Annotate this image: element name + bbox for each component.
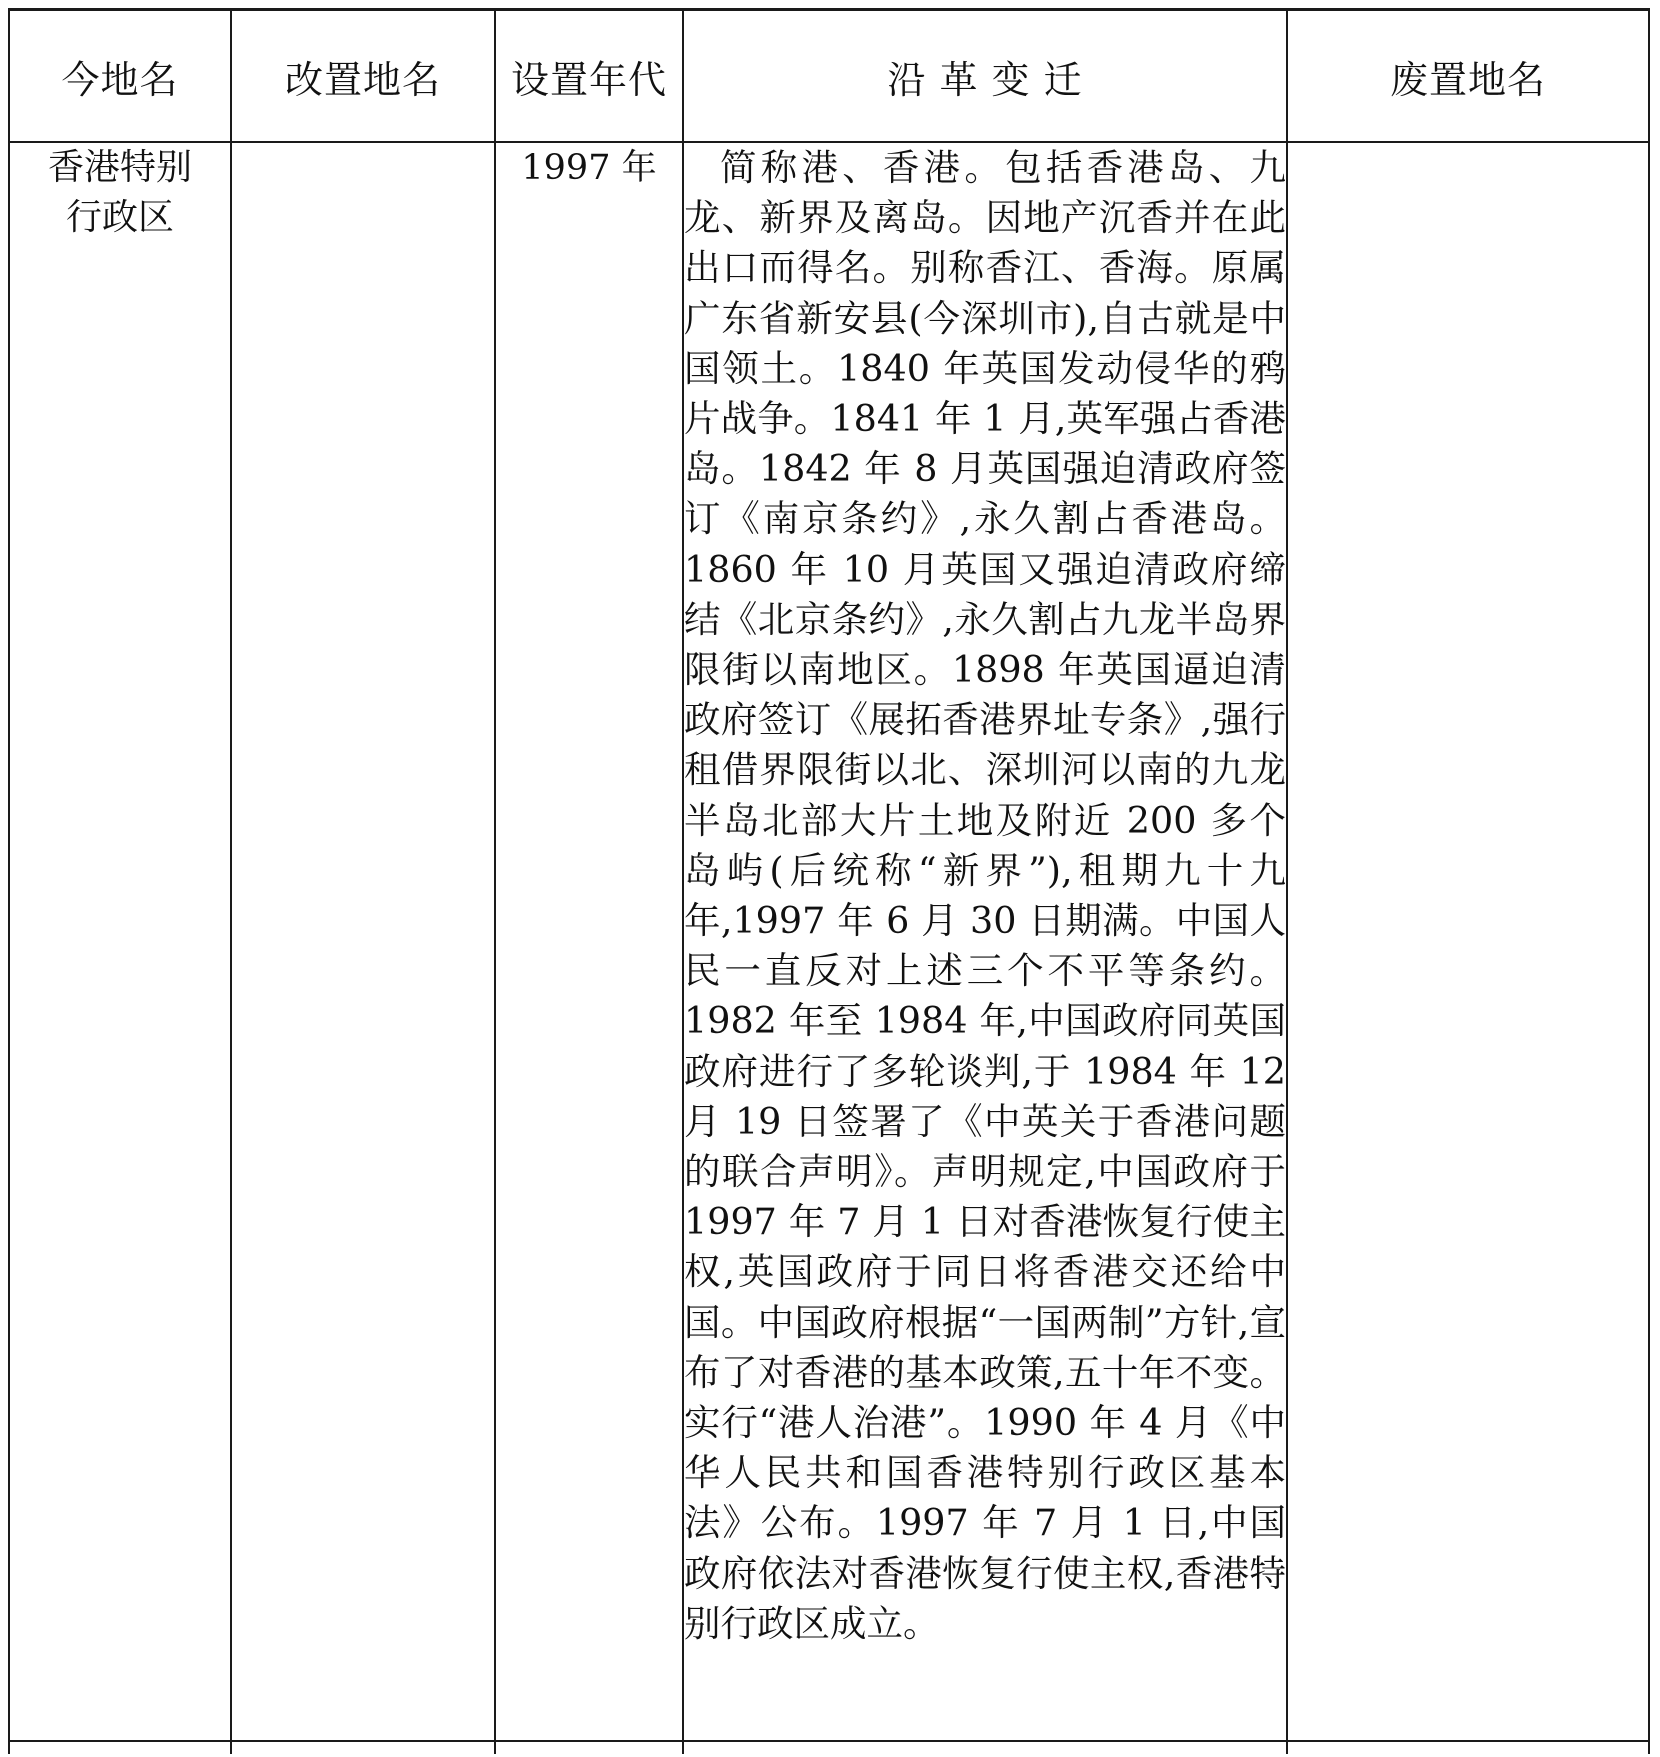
current-name-line-2: 行政区 (65, 197, 174, 238)
header-current-name: 今地名 (9, 10, 231, 143)
current-name-cell (9, 142, 231, 1741)
header-renamed-name: 改置地名 (231, 10, 495, 143)
table-header-row (9, 10, 1649, 143)
header-abolished-name: 废置地名 (1287, 10, 1649, 143)
header-established-era: 设置年代 (495, 10, 683, 143)
history-cell: 简称港、香港。包括香港岛、九龙、新界及离岛。因地产沉香并在此出口而得名。别称香江、香海。原属广东省新安县(今深圳市),自古就是中国领土。1840 年英国发动侵华的鸦片战争。1841 年 1 月,英军强占香港岛。1842 年 8 月英国强迫清政府签订《南京条约》,永久割占香港岛。1860 年 10 月英国又强迫清政府缔结《北京条约》,永久割占九龙半岛界限街以南地区。1898 年英国逼迫清政府签订《展拓香港界址专条》,强行租借界限街以北、深圳河以南的九龙半岛北部大片土地及附近 200 多个岛屿(后统称“新界”),租期九十九年,1997 年 6 月 30 日期满。中国人民一直反对上述三个不平等条约。1982 年至 1984 年,中国政府同英国政府进行了多轮谈判,于 1984 年 12 月 19 日签署了《中英关于香港问题的联合声明》。声明规定,中国政府于 1997 年 7 月 1 日对香港恢复行使主权,英国政府于同日将香港交还给中国。中国政府根据“一国两制”方针,宣布了对香港的基本政策,五十年不变。实行“港人治港”。1990 年 4 月《中华人民共和国香港特别行政区基本法》公布。1997 年 7 月 1 日,中国政府依法对香港恢复行使主权,香港特别行政区成立。 (683, 142, 1287, 1741)
document-page (8, 8, 1648, 1757)
table-row-continuation (9, 1741, 1649, 1754)
place-name-table (8, 8, 1650, 1754)
renamed-name-cell (231, 142, 495, 1741)
current-name-line-1: 香港特别 (47, 147, 192, 188)
abolished-name-cell (1287, 142, 1649, 1741)
established-year-cell: 1997 年 (495, 142, 683, 1741)
header-history: 沿 革 变 迁 (683, 10, 1287, 143)
table-row (9, 142, 1649, 1741)
